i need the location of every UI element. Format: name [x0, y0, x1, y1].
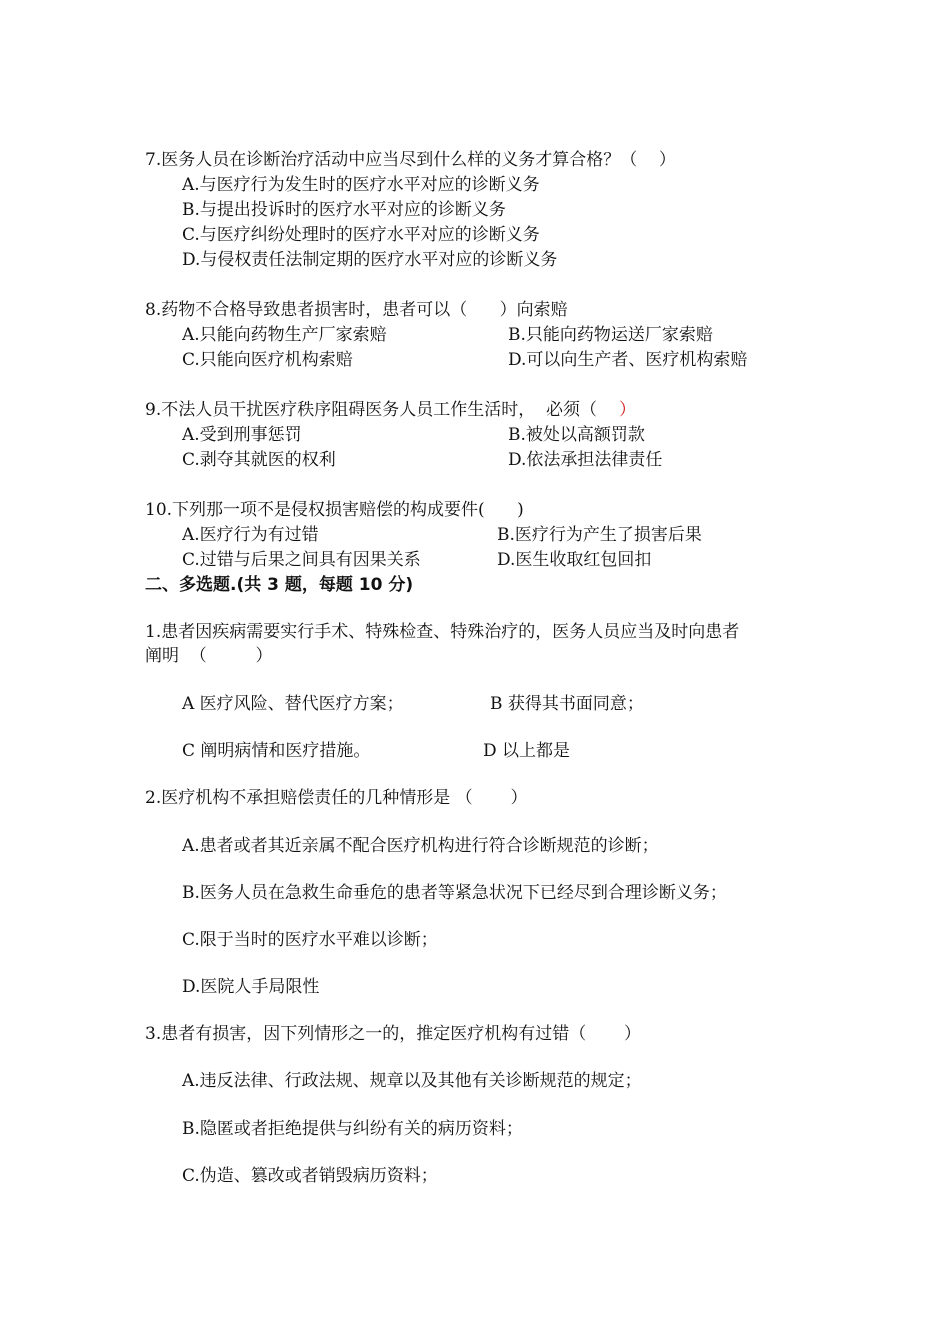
q10-stem: 10.下列那一项不是侵权损害赔偿的构成要件( ): [145, 500, 524, 520]
m3-option-c: C.伪造、篡改或者销毁病历资料；: [182, 1166, 438, 1186]
q8-option-d: D.可以向生产者、医疗机构索赔: [508, 350, 748, 370]
q9-stem: [145, 399, 636, 421]
m1-option-c: C 阐明病情和医疗措施。: [182, 741, 371, 761]
q8-option-b: B.只能向药物运送厂家索赔: [508, 325, 713, 345]
m2-option-b: B.医务人员在急救生命垂危的患者等紧急状况下已经尽到合理诊断义务；: [182, 883, 727, 903]
m2-option-c: C.限于当时的医疗水平难以诊断；: [182, 930, 438, 950]
m3-option-a: A.违反法律、行政法规、规章以及其他有关诊断规范的规定；: [182, 1071, 642, 1091]
q8-stem: 8.药物不合格导致患者损害时，患者可以（ ）向索赔: [145, 300, 568, 320]
m2-stem: 2.医疗机构不承担赔偿责任的几种情形是 （ ）: [145, 788, 528, 808]
q7-option-a: A.与医疗行为发生时的医疗水平对应的诊断义务: [182, 175, 540, 195]
m2-option-a: A.患者或者其近亲属不配合医疗机构进行符合诊断规范的诊断；: [182, 836, 659, 856]
m1-option-d: D 以上都是: [483, 741, 571, 761]
section-heading-multiple-choice: 二、多选题.(共 3 题，每题 10 分): [145, 575, 414, 595]
m3-stem: 3.患者有损害，因下列情形之一的，推定医疗机构有过错（ ）: [145, 1024, 642, 1044]
q7-option-b: B.与提出投诉时的医疗水平对应的诊断义务: [182, 200, 506, 220]
m1-stem-line1: 1.患者因疾病需要实行手术、特殊检查、特殊治疗的，医务人员应当及时向患者: [145, 622, 740, 642]
q10-option-b: B.医疗行为产生了损害后果: [497, 525, 702, 545]
q9-option-b: B.被处以高额罚款: [508, 425, 645, 445]
q10-option-d: D.医生收取红包回扣: [497, 550, 652, 570]
q9-close-paren: ）: [619, 400, 637, 420]
q7-option-d: D.与侵权责任法制定期的医疗水平对应的诊断义务: [182, 250, 558, 270]
q8-option-c: C.只能向医疗机构索赔: [182, 350, 353, 370]
m1-stem-line2: 阐明 （ ）: [145, 646, 273, 666]
q7-stem: 7.医务人员在诊断治疗活动中应当尽到什么样的义务才算合格？（ ）: [145, 150, 676, 170]
m2-option-d: D.医院人手局限性: [182, 977, 320, 997]
q8-option-a: A.只能向药物生产厂家索赔: [182, 325, 387, 345]
q10-option-c: C.过错与后果之间具有因果关系: [182, 550, 421, 570]
m3-option-b: B.隐匿或者拒绝提供与纠纷有关的病历资料；: [182, 1119, 523, 1139]
m1-option-b: B 获得其书面同意；: [490, 694, 644, 714]
q9-stem-text: 9.不法人员干扰医疗秩序阻碍医务人员工作生活时， 必须（: [145, 400, 598, 420]
q9-option-a: A.受到刑事惩罚: [182, 425, 302, 445]
q10-option-a: A.医疗行为有过错: [182, 525, 319, 545]
q9-option-c: C.剥夺其就医的权利: [182, 450, 336, 470]
q7-option-c: C.与医疗纠纷处理时的医疗水平对应的诊断义务: [182, 225, 540, 245]
q9-option-d: D.依法承担法律责任: [508, 450, 663, 470]
m1-option-a: A 医疗风险、替代医疗方案；: [182, 694, 404, 714]
